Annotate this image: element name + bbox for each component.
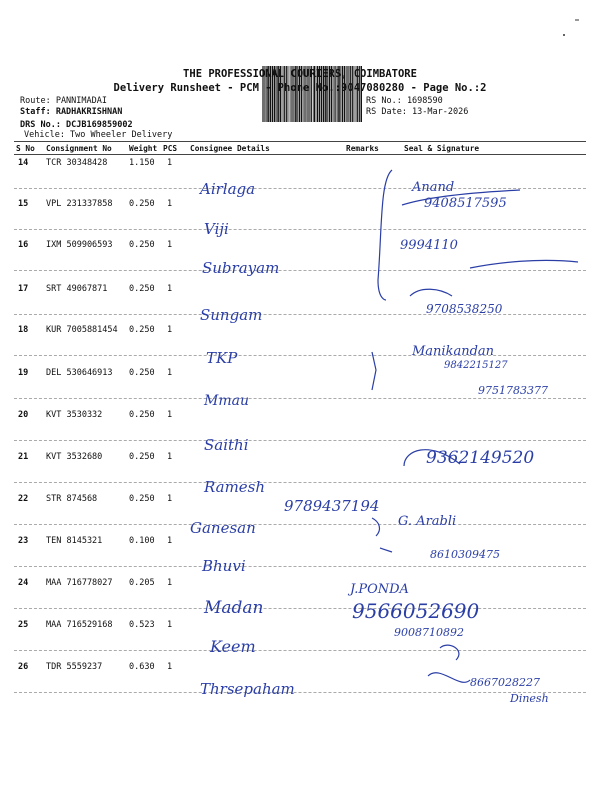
cell-sno: 14 — [18, 158, 29, 168]
cell-weight: 0.630 — [129, 662, 155, 672]
staff-label: Staff: RADHAKRISHNAN — [20, 107, 123, 117]
col-weight: Weight — [129, 144, 158, 153]
cell-weight: 0.100 — [129, 536, 155, 546]
cell-cno: KVT 3532680 — [46, 452, 103, 462]
cell-sno: 18 — [18, 325, 29, 335]
col-consignment: Consignment No — [46, 144, 112, 153]
cell-sno: 25 — [18, 620, 29, 630]
tick-stroke — [372, 518, 379, 536]
col-pcs: PCS — [163, 144, 178, 153]
handwritten-note: 9566052690 — [352, 599, 480, 623]
handwritten-name: Bhuvi — [202, 557, 246, 575]
handwritten-note: Anand — [412, 180, 455, 195]
cell-pcs: 1 — [167, 662, 173, 672]
cell-sno: 26 — [18, 662, 29, 672]
handwritten-name: Madan — [204, 598, 264, 618]
cell-pcs: 1 — [167, 494, 173, 504]
speck — [563, 34, 565, 36]
cell-weight: 0.250 — [129, 240, 155, 250]
vehicle-label: Vehicle: Two Wheeler Delivery — [24, 130, 173, 140]
handwritten-name: Thrsepaham — [200, 680, 295, 698]
handwritten-name: TKP — [206, 349, 238, 367]
cell-sno: 22 — [18, 494, 29, 504]
cell-weight: 0.250 — [129, 325, 155, 335]
handwritten-note: Manikandan — [412, 344, 495, 359]
cell-weight: 0.250 — [129, 494, 155, 504]
signature-underline — [402, 190, 520, 205]
handwritten-note: 9708538250 — [426, 302, 503, 316]
rs-date: RS Date: 13-Mar-2026 — [366, 107, 469, 117]
cell-pcs: 1 — [167, 620, 173, 630]
cell-sno: 19 — [18, 368, 29, 378]
signature-stroke — [470, 260, 578, 268]
report-title: THE PROFESSIONAL COURIERS, COIMBATORE — [183, 68, 417, 80]
cell-weight: 0.523 — [129, 620, 155, 630]
cell-pcs: 1 — [167, 536, 173, 546]
report-subtitle: Delivery Runsheet - PCM - Phone No.:9047080280 - Page No.:2 — [113, 82, 487, 94]
cell-cno: TDR 5559237 — [46, 662, 103, 672]
cell-pcs: 1 — [167, 325, 173, 335]
cell-cno: VPL 231337858 — [46, 199, 113, 209]
signature-stroke — [404, 450, 460, 466]
signature-stroke — [410, 289, 452, 296]
handwritten-name: Ramesh — [204, 478, 266, 496]
handwritten-note: 9408517595 — [424, 196, 507, 211]
handwritten-name: Mmau — [204, 393, 249, 409]
handwritten-note: J.PONDA — [350, 582, 409, 597]
cell-cno: KVT 3530332 — [46, 410, 103, 420]
cell-sno: 23 — [18, 536, 29, 546]
cell-weight: 0.205 — [129, 578, 155, 588]
handwritten-note: 9994110 — [400, 238, 458, 253]
drs-label: DRS No.: DCJB169859002 — [20, 120, 133, 130]
cell-sno: 20 — [18, 410, 29, 420]
signature-stroke — [428, 673, 470, 683]
cell-sno: 21 — [18, 452, 29, 462]
handwritten-note: 9842215127 — [444, 360, 508, 371]
cell-weight: 0.250 — [129, 284, 155, 294]
remark-bracket — [378, 170, 392, 300]
cell-pcs: 1 — [167, 158, 173, 168]
cell-cno: SRT 49067871 — [46, 284, 108, 294]
cell-cno: TCR 30348428 — [46, 158, 108, 168]
cell-cno: DEL 530646913 — [46, 368, 113, 378]
cell-sno: 24 — [18, 578, 29, 588]
cell-weight: 0.250 — [129, 199, 155, 209]
cell-cno: STR 874568 — [46, 494, 98, 504]
cell-pcs: 1 — [167, 368, 173, 378]
col-seal-signature: Seal & Signature — [404, 144, 480, 153]
cell-cno: KUR 7005881454 — [46, 325, 118, 335]
handwritten-name: Ganesan — [190, 519, 256, 537]
cell-pcs: 1 — [167, 410, 173, 420]
handwritten-note: 9789437194 — [284, 497, 380, 515]
tick-stroke — [380, 548, 392, 552]
cell-sno: 16 — [18, 240, 29, 250]
col-remarks: Remarks — [346, 144, 379, 153]
cell-cno: TEN 8145321 — [46, 536, 103, 546]
cell-weight: 0.250 — [129, 410, 155, 420]
remark-bracket — [372, 352, 376, 390]
signature-stroke — [440, 645, 459, 660]
cell-weight: 1.150 — [129, 158, 155, 168]
handwritten-name: Sungam — [200, 306, 263, 324]
handwritten-note: 8610309475 — [430, 548, 500, 561]
handwritten-note: G. Arabli — [398, 514, 457, 529]
rs-number: RS No.: 1698590 — [366, 96, 443, 106]
handwritten-note: 9008710892 — [394, 626, 464, 639]
handwritten-note: 8667028227 — [470, 676, 540, 689]
handwritten-note: 9751783377 — [478, 384, 548, 397]
handwritten-name: Viji — [204, 220, 229, 238]
cell-cno: IXM 509906593 — [46, 240, 113, 250]
handwritten-note: 9362149520 — [426, 448, 535, 468]
cell-cno: MAA 716778027 — [46, 578, 113, 588]
handwritten-name: Keem — [210, 637, 256, 656]
cell-sno: 15 — [18, 199, 29, 209]
handwritten-note: Dinesh — [510, 692, 549, 705]
handwritten-name: Saithi — [204, 436, 249, 454]
cell-weight: 0.250 — [129, 368, 155, 378]
cell-pcs: 1 — [167, 240, 173, 250]
cell-pcs: 1 — [167, 452, 173, 462]
col-sno: S No — [16, 144, 35, 153]
cell-pcs: 1 — [167, 284, 173, 294]
col-consignee: Consignee Details — [190, 144, 270, 153]
handwritten-name: Airlaga — [200, 180, 256, 198]
cell-pcs: 1 — [167, 578, 173, 588]
cell-cno: MAA 716529168 — [46, 620, 113, 630]
route-label: Route: PANNIMADAI — [20, 96, 107, 106]
cell-pcs: 1 — [167, 199, 173, 209]
cell-weight: 0.250 — [129, 452, 155, 462]
handwritten-name: Subrayam — [202, 259, 280, 277]
cell-sno: 17 — [18, 284, 29, 294]
